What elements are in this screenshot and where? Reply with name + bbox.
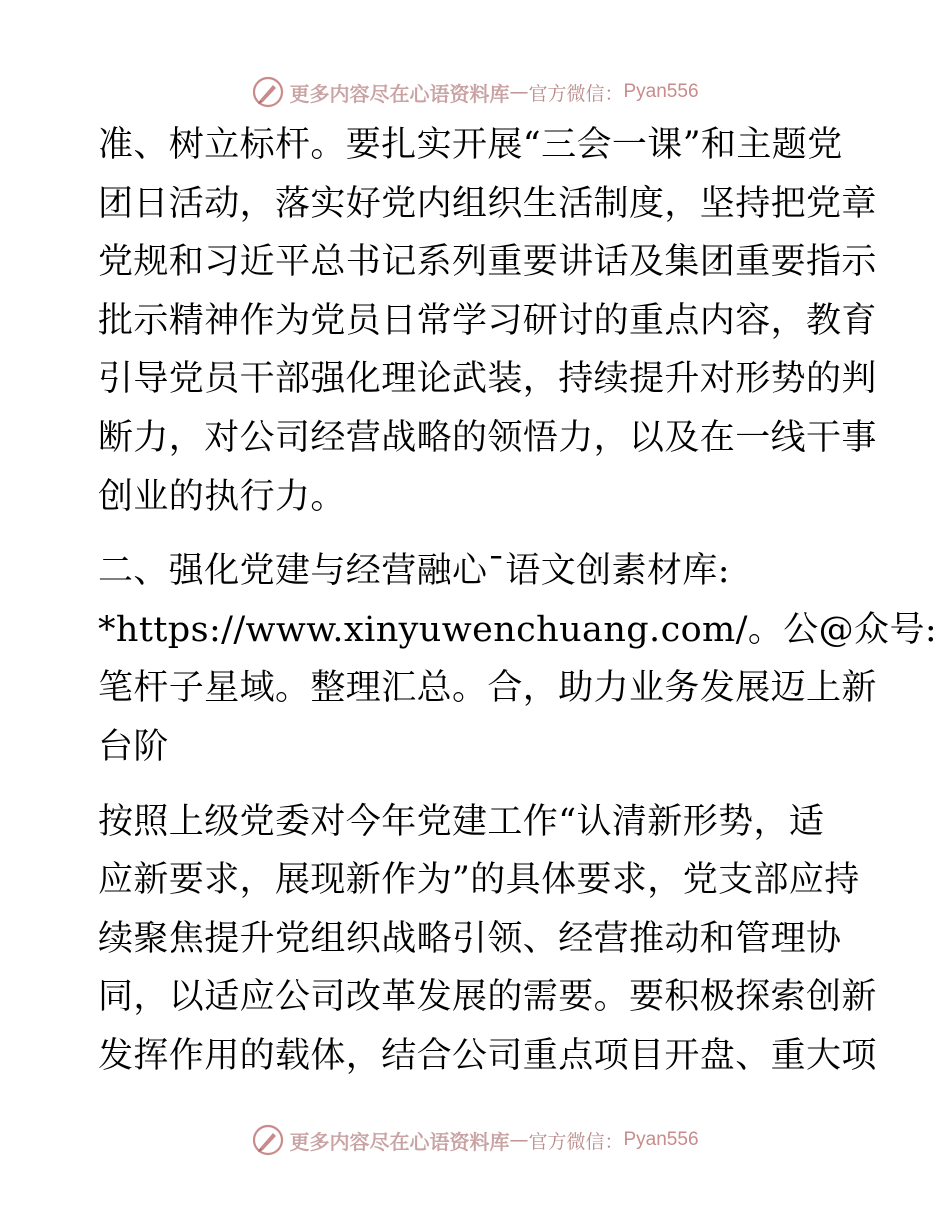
banner-separator: —	[509, 81, 529, 103]
text-line: 二、强化党建与经营融心¯语文创素材库:	[98, 551, 730, 592]
pen-logo-icon	[251, 1123, 285, 1157]
text-line: *https://www.xinyuwenchuang.com/。公@众号:	[98, 609, 938, 650]
banner-wechat-label: 官方微信：	[528, 82, 624, 105]
banner-wechat-id: Pyan556	[623, 81, 699, 102]
header-watermark-banner	[0, 72, 950, 112]
text-line: 准、树立标杆。要扎实开展“三会一课”和主题党	[98, 125, 843, 165]
banner-main-text: 更多内容尽在心语资料库	[289, 81, 510, 106]
text-line: 发挥作用的载体，结合公司重点项目开盘、重大项	[98, 1035, 877, 1076]
text-line: 按照上级党委对今年党建工作“认清新形势，适	[98, 801, 825, 842]
document-body	[98, 116, 938, 1086]
text-line: 引导党员干部强化理论武装，持续提升对形势的判	[98, 359, 877, 400]
text-line: 同，以适应公司改革发展的需要。要积极探索创新	[98, 977, 877, 1018]
banner-main-text: 更多内容尽在心语资料库	[289, 1129, 510, 1154]
text-line: 批示精神作为党员日常学习研讨的重点内容，教育	[98, 300, 877, 341]
text-line: 党规和习近平总书记系列重要讲话及集团重要指示	[98, 242, 877, 283]
banner-wechat-label: 官方微信：	[528, 1130, 624, 1153]
paragraph-1	[98, 116, 877, 526]
text-line: 断力，对公司经营战略的领悟力，以及在一线干事	[98, 417, 877, 458]
text-line: 团日活动，落实好党内组织生活制度，坚持把党章	[98, 183, 877, 224]
banner-wechat-id: Pyan556	[623, 1129, 699, 1150]
pen-logo-icon	[251, 75, 285, 109]
text-line: 应新要求，展现新作为”的具体要求，党支部应持	[98, 860, 860, 901]
section-heading	[98, 542, 938, 776]
text-line: 创业的执行力。	[98, 476, 346, 517]
banner-separator: —	[509, 1129, 529, 1151]
text-line: 笔杆子星域。整理汇总。合，助力业务发展迈上新	[98, 668, 877, 709]
paragraph-2	[98, 793, 877, 1086]
text-line: 续聚焦提升党组织战略引领、经营推动和管理协	[98, 918, 842, 959]
text-line: 台阶	[98, 726, 169, 767]
footer-watermark-banner	[0, 1120, 950, 1160]
